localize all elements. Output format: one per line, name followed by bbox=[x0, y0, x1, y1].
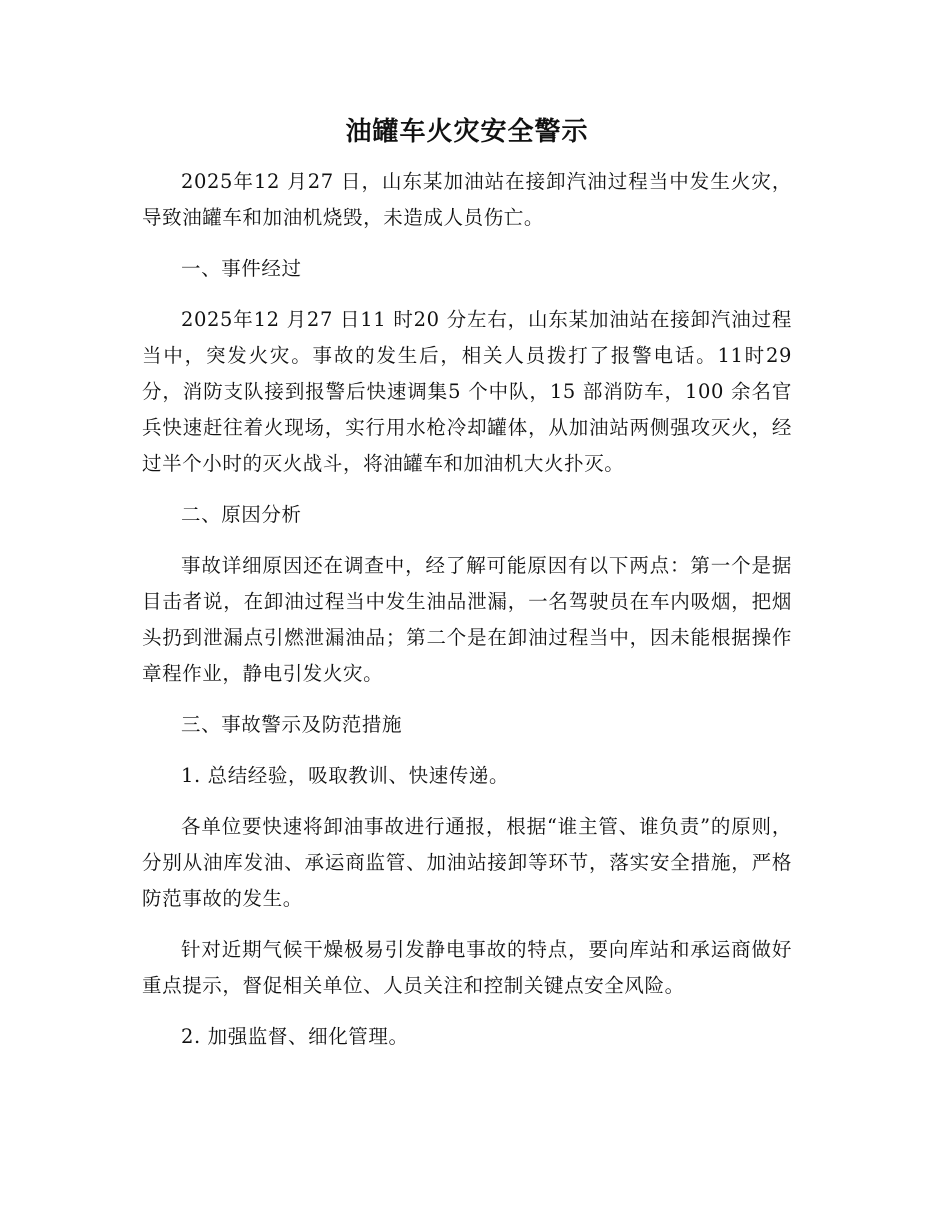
cause-paragraph: 事故详细原因还在调查中，经了解可能原因有以下两点：第一个是据目击者说，在卸油过程当中发生油品泄漏，一名驾驶员在车内吸烟，把烟头扔到泄漏点引燃泄漏油品；第二个是在卸油过程当中，因未能根据操作章程作业，静电引发火灾。 bbox=[142, 554, 792, 685]
document-title: 油罐车火灾安全警示 bbox=[345, 117, 589, 147]
section-heading-measures: 三、事故警示及防范措施 bbox=[181, 713, 403, 736]
document-page bbox=[142, 112, 792, 1070]
event-paragraph: 2025年12 月27 日11 时20 分左右，山东某加油站在接卸汽油过程当中，突发火灾。事故的发生后，相关人员拨打了报警电话。11时29 分，消防支队接到报警后快速调集5 个中队，15 部消防车，100 余名官兵快速赶往着火现场，实行用水枪冷却罐体，从加油站两侧强攻灭火，经过半个小时的灭火战斗，将油罐车和加油机大火扑灭。 bbox=[142, 308, 792, 475]
intro-paragraph: 2025年12 月27 日，山东某加油站在接卸汽油过程当中发生火灾，导致油罐车和加油机烧毁，未造成人员伤亡。 bbox=[142, 170, 792, 229]
measure-item-2-heading: 2. 加强监督、细化管理。 bbox=[181, 1025, 409, 1048]
measure-item-1-paragraph-2: 针对近期气候干燥极易引发静电事故的特点，要向库站和承运商做好重点提示，督促相关单位、人员关注和控制关键点安全风险。 bbox=[142, 938, 792, 997]
section-heading-event: 一、事件经过 bbox=[181, 257, 302, 280]
measure-item-1-heading: 1. 总结经验，吸取教训、快速传递。 bbox=[181, 764, 510, 787]
section-heading-cause: 二、原因分析 bbox=[181, 503, 302, 526]
measure-item-1-paragraph-1: 各单位要快速将卸油事故进行通报，根据“谁主管、谁负责”的原则，分别从油库发油、承运商监管、加油站接卸等环节，落实安全措施，严格防范事故的发生。 bbox=[142, 815, 792, 910]
